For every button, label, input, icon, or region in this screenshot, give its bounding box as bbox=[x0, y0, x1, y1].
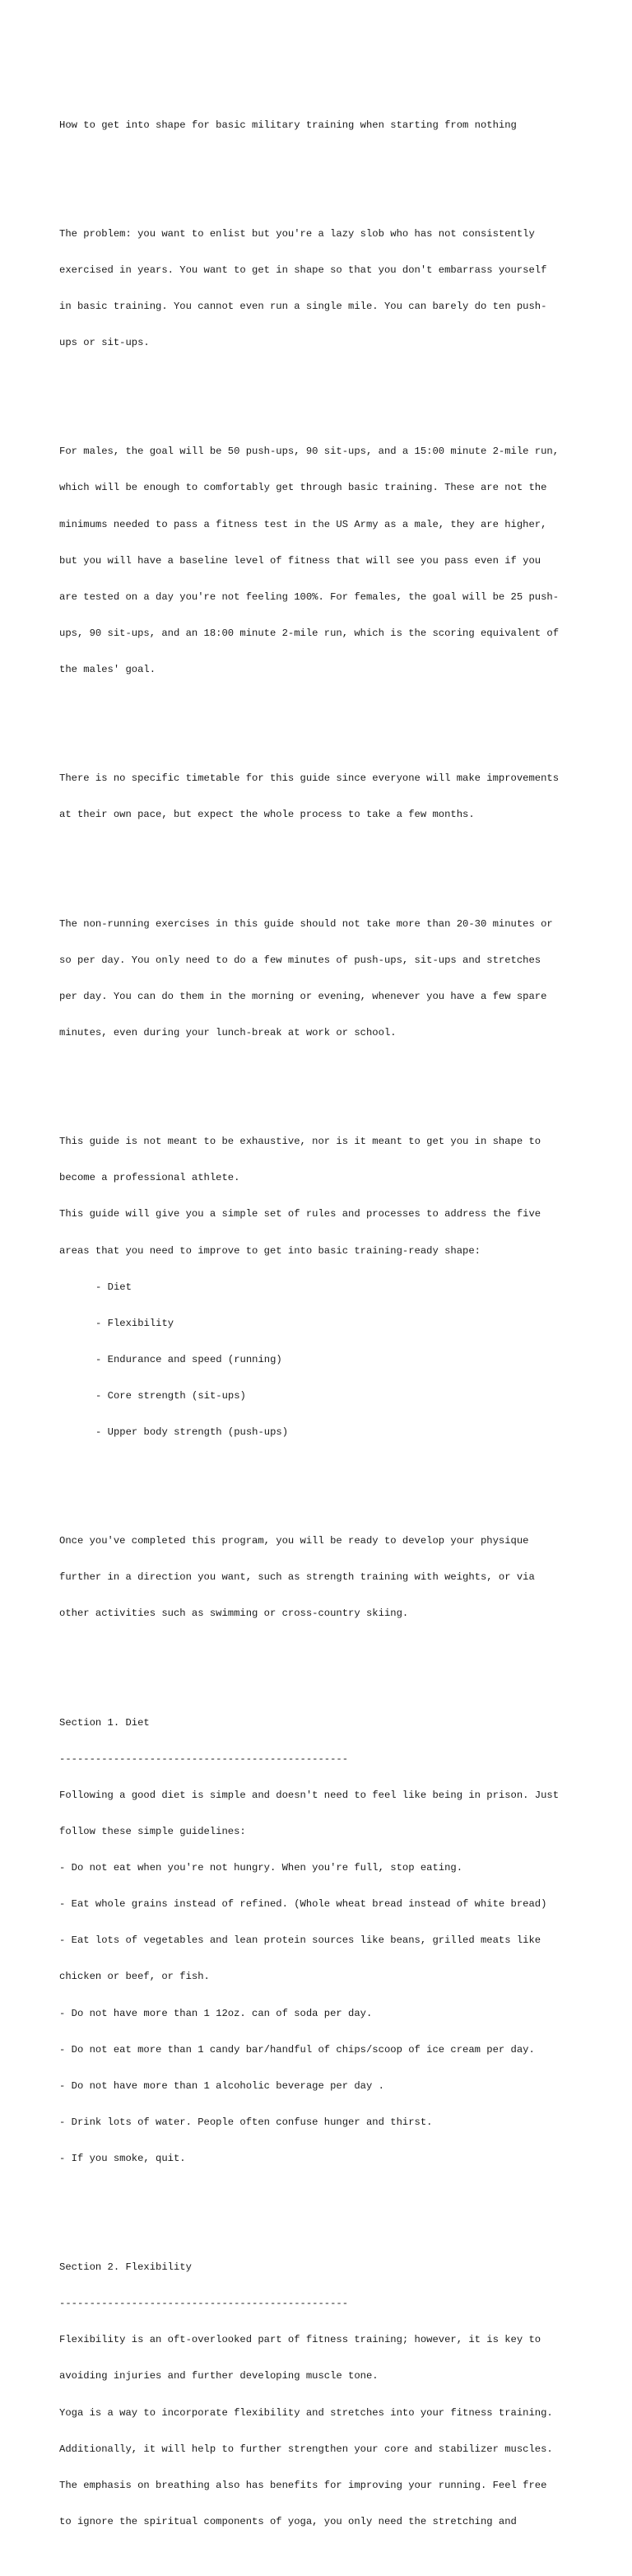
intro-paragraph-timetable bbox=[59, 749, 602, 846]
paragraph-line: ups, 90 sit-ups, and an 18:00 minute 2-mile run, which is the scoring equivalent of bbox=[59, 627, 560, 639]
title-line: How to get into shape for basic military training when starting from nothing bbox=[59, 119, 517, 131]
paragraph-line: The non-running exercises in this guide should not take more than 20-30 minutes or bbox=[59, 917, 553, 930]
area-list-item: - Endurance and speed (running) bbox=[95, 1353, 282, 1365]
paragraph-line: but you will have a baseline level of fitness that will see you pass even if you bbox=[59, 554, 541, 567]
paragraph-line: ups or sit-ups. bbox=[59, 337, 150, 349]
paragraph-line: the males' goal. bbox=[59, 663, 156, 675]
intro-paragraph-duration bbox=[59, 894, 602, 1063]
paragraph-line: become a professional athlete. bbox=[59, 1172, 240, 1184]
section-line: follow these simple guidelines: bbox=[59, 1826, 246, 1838]
section-line: Flexibility is an oft-overlooked part of fitness training; however, it is key to bbox=[59, 2334, 541, 2346]
paragraph-line: which will be enough to comfortably get through basic training. These are not the bbox=[59, 482, 547, 494]
section-line: avoiding injuries and further developing muscle tone. bbox=[59, 2370, 379, 2382]
paragraph-line: The problem: you want to enlist but you're a lazy slob who has not consistently bbox=[59, 227, 535, 240]
document-title bbox=[59, 95, 602, 156]
paragraph-line: This guide is not meant to be exhaustive, nor is it meant to get you in shape to bbox=[59, 1136, 541, 1148]
paragraph-line: in basic training. You cannot even run a single mile. You can barely do ten push- bbox=[59, 301, 547, 312]
intro-paragraph-goals bbox=[59, 422, 602, 700]
section-line: Yoga is a way to incorporate flexibility and stretches into your fitness training. bbox=[59, 2406, 553, 2419]
diet-guideline: - Drink lots of water. People often confuse hunger and thirst. bbox=[59, 2116, 433, 2128]
diet-guideline: - Do not have more than 1 alcoholic beverage per day . bbox=[59, 2079, 384, 2092]
paragraph-line: This guide will give you a simple set of rules and processes to address the five bbox=[59, 1208, 541, 1220]
area-list-item: - Upper body strength (push-ups) bbox=[95, 1426, 289, 1438]
area-list-item: - Diet bbox=[95, 1281, 132, 1293]
section-heading: Section 1. Diet bbox=[59, 1716, 150, 1729]
section-rule: ------------------------------------------------ bbox=[59, 2298, 349, 2310]
section-line: The emphasis on breathing also has benefits for improving your running. Feel free bbox=[59, 2479, 547, 2491]
diet-guideline: - Eat whole grains instead of refined. (Whole wheat bread instead of white bread) bbox=[59, 1898, 547, 1911]
outro-paragraph bbox=[59, 1511, 602, 1645]
section-flexibility bbox=[59, 2238, 602, 2552]
paragraph-line: areas that you need to improve to get into basic training-ready shape: bbox=[59, 1244, 481, 1257]
paragraph-line: For males, the goal will be 50 push-ups, 90 sit-ups, and a 15:00 minute 2-mile run, bbox=[59, 446, 560, 458]
area-list-item: - Core strength (sit-ups) bbox=[95, 1389, 246, 1402]
diet-guideline: - Eat lots of vegetables and lean protein sources like beans, grilled meats like bbox=[59, 1934, 541, 1947]
document-page bbox=[59, 58, 602, 2576]
diet-guideline: - If you smoke, quit. bbox=[59, 2152, 186, 2164]
section-line: Following a good diet is simple and doesn't need to feel like being in prison. Just bbox=[59, 1789, 560, 1801]
paragraph-line: minimums needed to pass a fitness test in the US Army as a male, they are higher, bbox=[59, 518, 547, 530]
area-list-item: - Flexibility bbox=[95, 1317, 174, 1329]
paragraph-line: at their own pace, but expect the whole process to take a few months. bbox=[59, 809, 475, 821]
section-line: Additionally, it will help to further strengthen your core and stabilizer muscles. bbox=[59, 2443, 553, 2455]
paragraph-line: further in a direction you want, such as strength training with weights, or via bbox=[59, 1571, 535, 1584]
paragraph-line: other activities such as swimming or cross-country skiing. bbox=[59, 1608, 409, 1620]
diet-guideline: chicken or beef, or fish. bbox=[59, 1971, 210, 1983]
paragraph-line: Once you've completed this program, you will be ready to develop your physique bbox=[59, 1535, 529, 1547]
section-heading: Section 2. Flexibility bbox=[59, 2261, 192, 2274]
section-rule: ------------------------------------------------ bbox=[59, 1752, 349, 1765]
paragraph-line: exercised in years. You want to get in shape so that you don't embarrass yourself bbox=[59, 264, 547, 276]
paragraph-line: There is no specific timetable for this guide since everyone will make improvements bbox=[59, 772, 560, 785]
diet-guideline: - Do not eat when you're not hungry. When you're full, stop eating. bbox=[59, 1862, 463, 1874]
paragraph-line: are tested on a day you're not feeling 100%. For females, the goal will be 25 push- bbox=[59, 590, 560, 603]
diet-guideline: - Do not eat more than 1 candy bar/handful of chips/scoop of ice cream per day. bbox=[59, 2043, 535, 2056]
paragraph-line: per day. You can do them in the morning or evening, whenever you have a few spare bbox=[59, 990, 547, 1002]
guide-scope-paragraph bbox=[59, 1112, 602, 1463]
paragraph-line: so per day. You only need to do a few minutes of push-ups, sit-ups and stretches bbox=[59, 954, 541, 966]
section-line: to ignore the spiritual components of yoga, you only need the stretching and bbox=[59, 2515, 517, 2527]
paragraph-line: minutes, even during your lunch-break at work or school. bbox=[59, 1026, 397, 1038]
diet-guideline: - Do not have more than 1 12oz. can of soda per day. bbox=[59, 2007, 373, 2019]
section-diet bbox=[59, 1692, 602, 2189]
intro-paragraph-problem bbox=[59, 203, 602, 373]
